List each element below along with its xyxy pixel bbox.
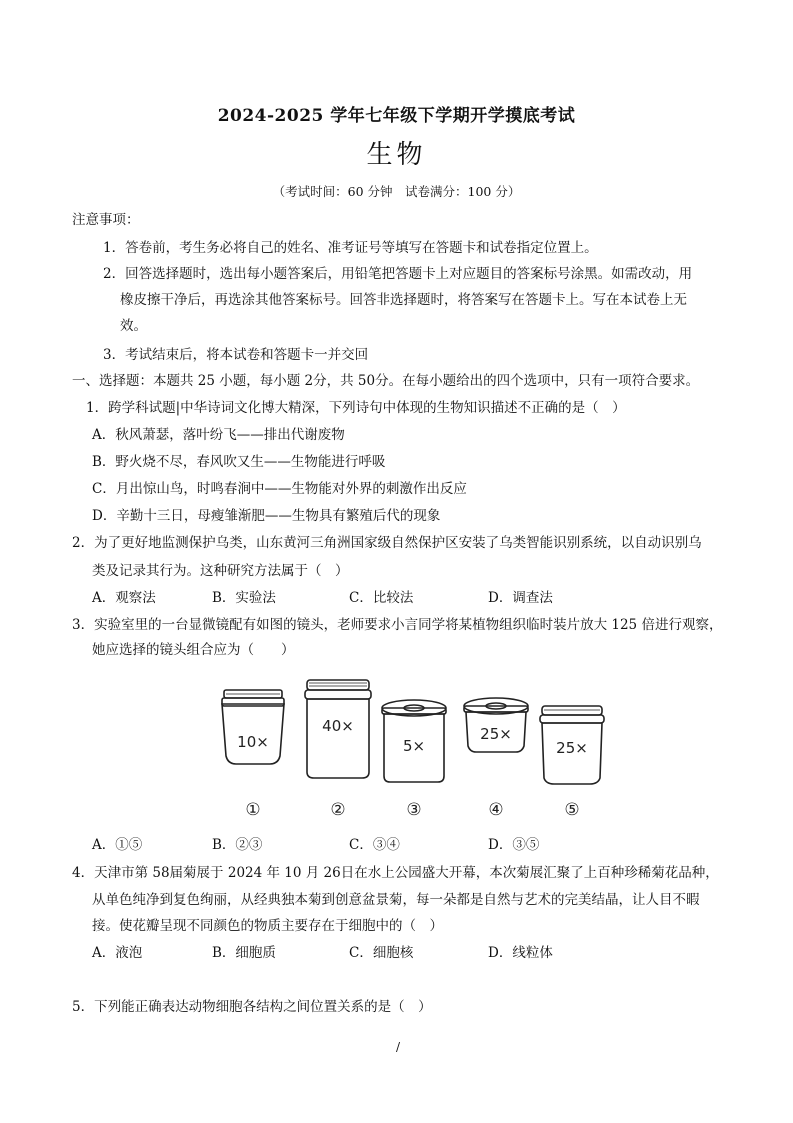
question-4-stem-continued: 从单色纯净到复色绚丽，从经典独本菊到创意盆景菊，每一朵都是自然与艺术的完美结晶，让人目不暇 xyxy=(92,892,700,908)
notice-heading: 注意事项： xyxy=(72,212,140,228)
section-heading: 一、选择题：本题共 25 小题，每小题 2分，共 50分。在每小题给出的四个选项中，只有一项符合要求。 xyxy=(72,373,700,389)
lens-2-number: ② xyxy=(330,800,346,820)
notice-item: 3．考试结束后，将本试卷和答题卡一并交回 xyxy=(103,347,369,363)
question-3-option-d: D．③⑤ xyxy=(488,837,540,853)
question-3-option-a: A．①⑤ xyxy=(92,837,143,853)
question-3-option-c: C．③④ xyxy=(349,837,400,853)
notice-item: 2．回答选择题时，选出每小题答案后，用铅笔把答题卡上对应题目的答案标号涂黑。如需改动，用 xyxy=(103,266,693,282)
notice-item-continued: 橡皮擦干净后，再选涂其他答案标号。回答非选择题时，将答案写在答题卡上。写在本试卷上无 xyxy=(120,292,687,308)
exam-title: 2024-2025 学年七年级下学期开学摸底考试 xyxy=(217,106,576,126)
subject-title: 生物 xyxy=(366,140,427,170)
exam-info: （考试时间：60 分钟 试卷满分：100 分） xyxy=(272,184,521,199)
question-2-option-d: D．调查法 xyxy=(488,590,553,606)
lens-3-magnification: 5× xyxy=(402,737,426,755)
question-1-option-b: B．野火烧不尽，春风吹又生——生物能进行呼吸 xyxy=(92,454,386,470)
question-4-option-c: C．细胞核 xyxy=(349,945,414,961)
question-4-option-d: D．线粒体 xyxy=(488,945,553,961)
question-1-option-a: A．秋风萧瑟，落叶纷飞——排出代谢废物 xyxy=(92,427,345,443)
lens-1-magnification: 10× xyxy=(237,733,269,751)
question-2-stem: 2．为了更好地监测保护乌类，山东黄河三角洲国家级自然保护区安装了乌类智能识别系统，以自动识别乌 xyxy=(72,535,702,551)
lens-4-number: ④ xyxy=(488,800,504,820)
question-2-option-a: A．观察法 xyxy=(92,590,156,606)
question-4-stem: 4．天津市第 58届菊展于 2024 年 10 月 26日在水上公园盛大开幕，本次菊展汇聚了上百种珍稀菊花品种， xyxy=(72,865,719,881)
question-5-stem: 5．下列能正确表达动物细胞各结构之间位置关系的是（ ） xyxy=(72,999,432,1015)
notice-item-continued: 效。 xyxy=(120,318,147,334)
question-1-option-d: D．辛勤十三日，母瘦雏渐肥——生物具有繁殖后代的现象 xyxy=(92,508,441,524)
lens-5-number: ⑤ xyxy=(564,800,580,820)
lens-1-eyepiece xyxy=(222,690,284,764)
question-3-option-b: B．②③ xyxy=(212,837,263,853)
question-3-stem-continued: 她应选择的镜头组合应为（ ） xyxy=(92,642,295,658)
notice-item: 1．答卷前，考生务必将自己的姓名、准考证号等填写在答题卡和试卷指定位置上。 xyxy=(103,240,598,256)
question-2-option-b: B．实验法 xyxy=(212,590,276,606)
question-4-option-a: A．液泡 xyxy=(92,945,143,961)
lens-4-magnification: 25× xyxy=(480,725,512,743)
lens-5-magnification: 25× xyxy=(556,739,588,757)
question-4-option-b: B．细胞质 xyxy=(212,945,276,961)
lens-3-number: ③ xyxy=(406,800,422,820)
question-1-option-c: C．月出惊山鸟，时鸣春涧中——生物能对外界的刺激作出反应 xyxy=(92,481,467,497)
question-2-stem-continued: 类及记录其行为。这种研究方法属于（ ） xyxy=(92,563,349,579)
question-2-option-c: C．比较法 xyxy=(349,590,414,606)
page-number: / xyxy=(396,1040,401,1054)
question-4-stem-continued: 接。使花瓣呈现不同颜色的物质主要存在于细胞中的（ ） xyxy=(92,918,443,934)
lens-1-number: ① xyxy=(245,800,261,820)
microscope-lens-figure xyxy=(212,672,624,832)
question-3-stem: 3．实验室里的一台显微镜配有如图的镜头，老师要求小言同学将某植物组织临时装片放大 125 倍进行观察， xyxy=(72,617,723,633)
lens-2-magnification: 40× xyxy=(322,717,354,735)
question-1-stem: 1．跨学科试题|中华诗词文化博大精深，下列诗句中体现的生物知识描述不正确的是（ ） xyxy=(86,400,626,416)
